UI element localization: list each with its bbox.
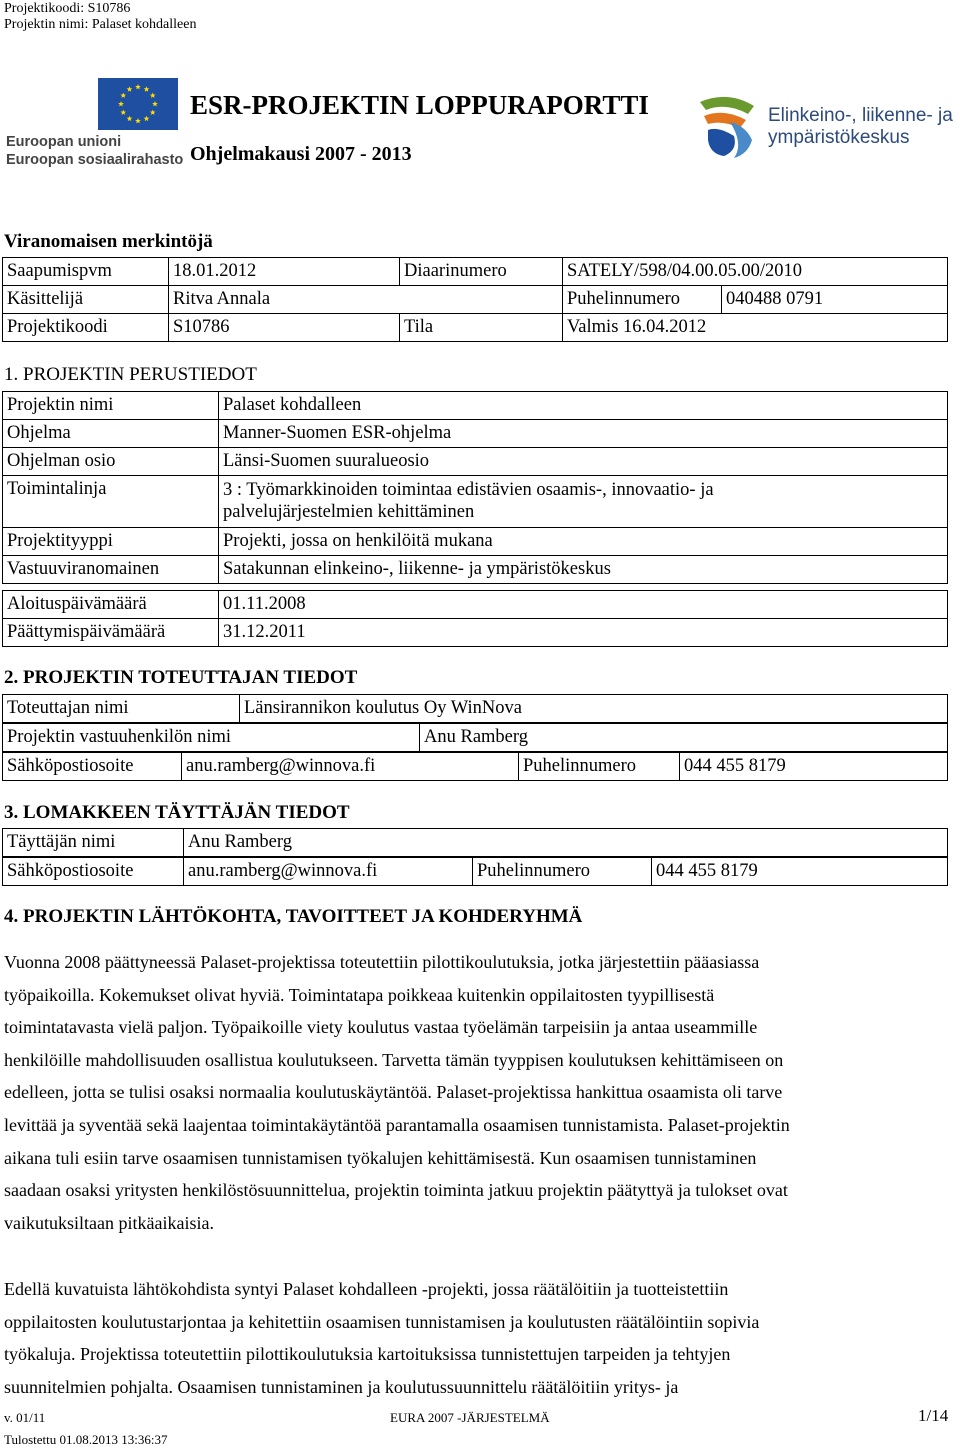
paragraph1-line: toimintatavasta vielä paljon. Työpaikoille viety koulutus vastaa työelämän tarpeisiin ja antaa useammille	[4, 1017, 758, 1038]
program-part-label: Ohjelman osio	[3, 448, 219, 476]
implementer-phone-value: 044 455 8179	[680, 753, 948, 781]
start-date-value: 01.11.2008	[219, 591, 948, 619]
filler-email-label: Sähköpostiosoite	[3, 858, 184, 886]
eu-flag-icon	[98, 78, 178, 130]
eu-star-icon	[135, 118, 141, 123]
eu-logo-line1: Euroopan unioni	[6, 134, 122, 150]
filler-phone-label: Puhelinnumero	[473, 858, 652, 886]
eu-star-icon	[118, 101, 124, 106]
implementer-email-value: anu.ramberg@winnova.fi	[182, 753, 519, 781]
section3-heading: 3. LOMAKKEEN TÄYTTÄJÄN TIEDOT	[4, 802, 350, 823]
authority-phone-value: 040488 0791	[722, 286, 948, 314]
eu-star-icon	[150, 110, 156, 115]
ely-emblem-icon	[694, 92, 764, 162]
section4-heading: 4. PROJEKTIN LÄHTÖKOHTA, TAVOITTEET JA KOHDERYHMÄ	[4, 906, 583, 927]
header-project-name: Projektin nimi: Palaset kohdalleen	[4, 17, 197, 32]
eu-star-icon	[127, 86, 133, 91]
footer-page-number: 1/14	[918, 1406, 949, 1425]
status-value: Valmis 16.04.2012	[563, 314, 948, 342]
paragraph1-line: henkilöille mahdollisuuden osallistua koulutukseen. Tarvetta tämän tyyppisen koulutuksen kehittämiseen on	[4, 1049, 784, 1070]
priority-axis-line2: palvelujärjestelmien kehittäminen	[223, 502, 475, 522]
section4-paragraph-1	[4, 946, 954, 1239]
handler-value: Ritva Annala	[169, 286, 563, 314]
section1-dates-table	[2, 590, 948, 647]
project-name-value: Palaset kohdalleen	[219, 392, 948, 420]
received-value: 18.01.2012	[169, 258, 400, 286]
received-label: Saapumispvm	[3, 258, 169, 286]
section1-table	[2, 391, 948, 584]
paragraph1-line: vaikutuksiltaan pitkäaikaisia.	[4, 1212, 214, 1233]
paragraph1-line: aikana tuli esiin tarve osaamisen tunnistamisen työkalujen kehittämisestä. Kun osaamisen tunnistaminen	[4, 1147, 757, 1168]
priority-axis-value	[219, 476, 948, 528]
program-part-value: Länsi-Suomen suuralueosio	[219, 448, 948, 476]
authority-heading: Viranomaisen merkintöjä	[4, 231, 213, 252]
section4-paragraph-2	[4, 1273, 954, 1403]
implementer-label: Toteuttajan nimi	[3, 695, 240, 723]
ely-logo	[694, 92, 954, 162]
handler-label: Käsittelijä	[3, 286, 169, 314]
code-label: Projektikoodi	[3, 314, 169, 342]
footer-version: v. 01/11	[4, 1410, 46, 1425]
filler-name-value: Anu Ramberg	[184, 829, 948, 857]
paragraph2-line: Edellä kuvatuista lähtökohdista syntyi Palaset kohdalleen -projekti, jossa räätälöitiin ja tuotteistettiin	[4, 1279, 729, 1299]
paragraph1-line: saadaan osaksi yritysten henkilöstösuunnittelua, projektin toiminta jatkuu projektin päätyttyä ja tulokset ovat	[4, 1180, 788, 1201]
responsible-person-value: Anu Ramberg	[420, 724, 948, 752]
responsible-authority-label: Vastuuviranomainen	[3, 556, 219, 584]
footer-system: EURA 2007 -JÄRJESTELMÄ	[390, 1410, 550, 1425]
filler-name-label: Täyttäjän nimi	[3, 829, 184, 857]
ely-logo-line1: Elinkeino-, liikenne- ja	[768, 105, 953, 126]
paragraph2-line: työkaluja. Projektissa toteutettiin pilottikoulutuksia kartoituksissa tunnistettujen tarpeiden ja tehtyjen	[4, 1344, 731, 1365]
project-type-value: Projekti, jossa on henkilöitä mukana	[219, 528, 948, 556]
header-project-code: Projektikoodi: S10786	[4, 1, 131, 16]
implementer-value: Länsirannikon koulutus Oy WinNova	[240, 695, 948, 723]
paragraph2-line: oppilaitosten koulutustarjontaa ja kehitettiin osaamisen tunnistamisen ja koulutusten räätälöintiin sopivia	[4, 1311, 760, 1332]
ely-logo-line2: ympäristökeskus	[768, 127, 910, 148]
end-date-label: Päättymispäivämäärä	[3, 619, 219, 647]
paragraph1-line: levittää ja syventää sekä laajentaa toimintakäytäntöä parantamalla osaamisen tunnistamista. Palaset-projektin	[4, 1114, 790, 1135]
implementer-email-label: Sähköpostiosoite	[3, 753, 182, 781]
eu-logo-line2: Euroopan sosiaalirahasto	[6, 152, 184, 168]
section1-heading: 1. PROJEKTIN PERUSTIEDOT	[4, 364, 257, 385]
eu-star-icon	[135, 84, 141, 89]
responsible-person-label: Projektin vastuuhenkilön nimi	[3, 724, 420, 752]
diary-label: Diaarinumero	[400, 258, 563, 286]
section3-table-row2	[2, 857, 948, 886]
start-date-label: Aloituspäivämäärä	[3, 591, 219, 619]
program-value: Manner-Suomen ESR-ohjelma	[219, 420, 948, 448]
section2-heading: 2. PROJEKTIN TOTEUTTAJAN TIEDOT	[4, 667, 358, 688]
authority-phone-label: Puhelinnumero	[563, 286, 722, 314]
program-label: Ohjelma	[3, 420, 219, 448]
section2-table-row2	[2, 723, 948, 752]
eu-star-icon	[144, 86, 150, 91]
end-date-value: 31.12.2011	[219, 619, 948, 647]
filler-phone-value: 044 455 8179	[652, 858, 948, 886]
eu-star-icon	[150, 93, 156, 98]
project-type-label: Projektityyppi	[3, 528, 219, 556]
eu-star-icon	[127, 116, 133, 121]
authority-table	[2, 257, 948, 342]
responsible-authority-value: Satakunnan elinkeino-, liikenne- ja ympäristökeskus	[219, 556, 948, 584]
section3-table-row1	[2, 828, 948, 857]
document-title: ESR-PROJEKTIN LOPPURAPORTTI	[190, 90, 649, 120]
footer-printed-timestamp: Tulostettu 01.08.2013 13:36:37	[4, 1432, 168, 1447]
priority-axis-label: Toimintalinja	[3, 476, 219, 528]
project-name-label: Projektin nimi	[3, 392, 219, 420]
section2-table-row3	[2, 752, 948, 781]
paragraph1-line: Vuonna 2008 päättyneessä Palaset-projektissa toteutettiin pilottikoulutuksia, jotka järjestettiin pääasiassa	[4, 952, 760, 972]
eu-star-icon	[120, 93, 126, 98]
document-subtitle: Ohjelmakausi 2007 - 2013	[190, 143, 412, 165]
section2-table-row1	[2, 694, 948, 723]
eu-star-icon	[120, 110, 126, 115]
paragraph2-line: suunnitelmien pohjalta. Osaamisen tunnistaminen ja koulutussuunnittelu räätälöitiin yritys- ja	[4, 1376, 679, 1397]
status-label: Tila	[400, 314, 563, 342]
diary-value: SATELY/598/04.00.05.00/2010	[563, 258, 948, 286]
paragraph1-line: työpaikoilla. Kokemukset olivat hyviä. Toimintatapa poikkeaa kuitenkin oppilaitosten tyypillisestä	[4, 984, 715, 1005]
eu-star-icon	[144, 116, 150, 121]
eu-star-icon	[152, 101, 158, 106]
paragraph1-line: edelleen, jotta se tulisi osaksi normaalia koulutuskäytäntöä. Palaset-projektissa hankittua osaamista oli tarve	[4, 1082, 783, 1103]
code-value: S10786	[169, 314, 400, 342]
filler-email-value: anu.ramberg@winnova.fi	[184, 858, 473, 886]
implementer-phone-label: Puhelinnumero	[519, 753, 680, 781]
eu-logo	[6, 78, 184, 173]
priority-axis-line1: 3 : Työmarkkinoiden toimintaa edistävien osaamis-, innovaatio- ja	[223, 480, 714, 500]
